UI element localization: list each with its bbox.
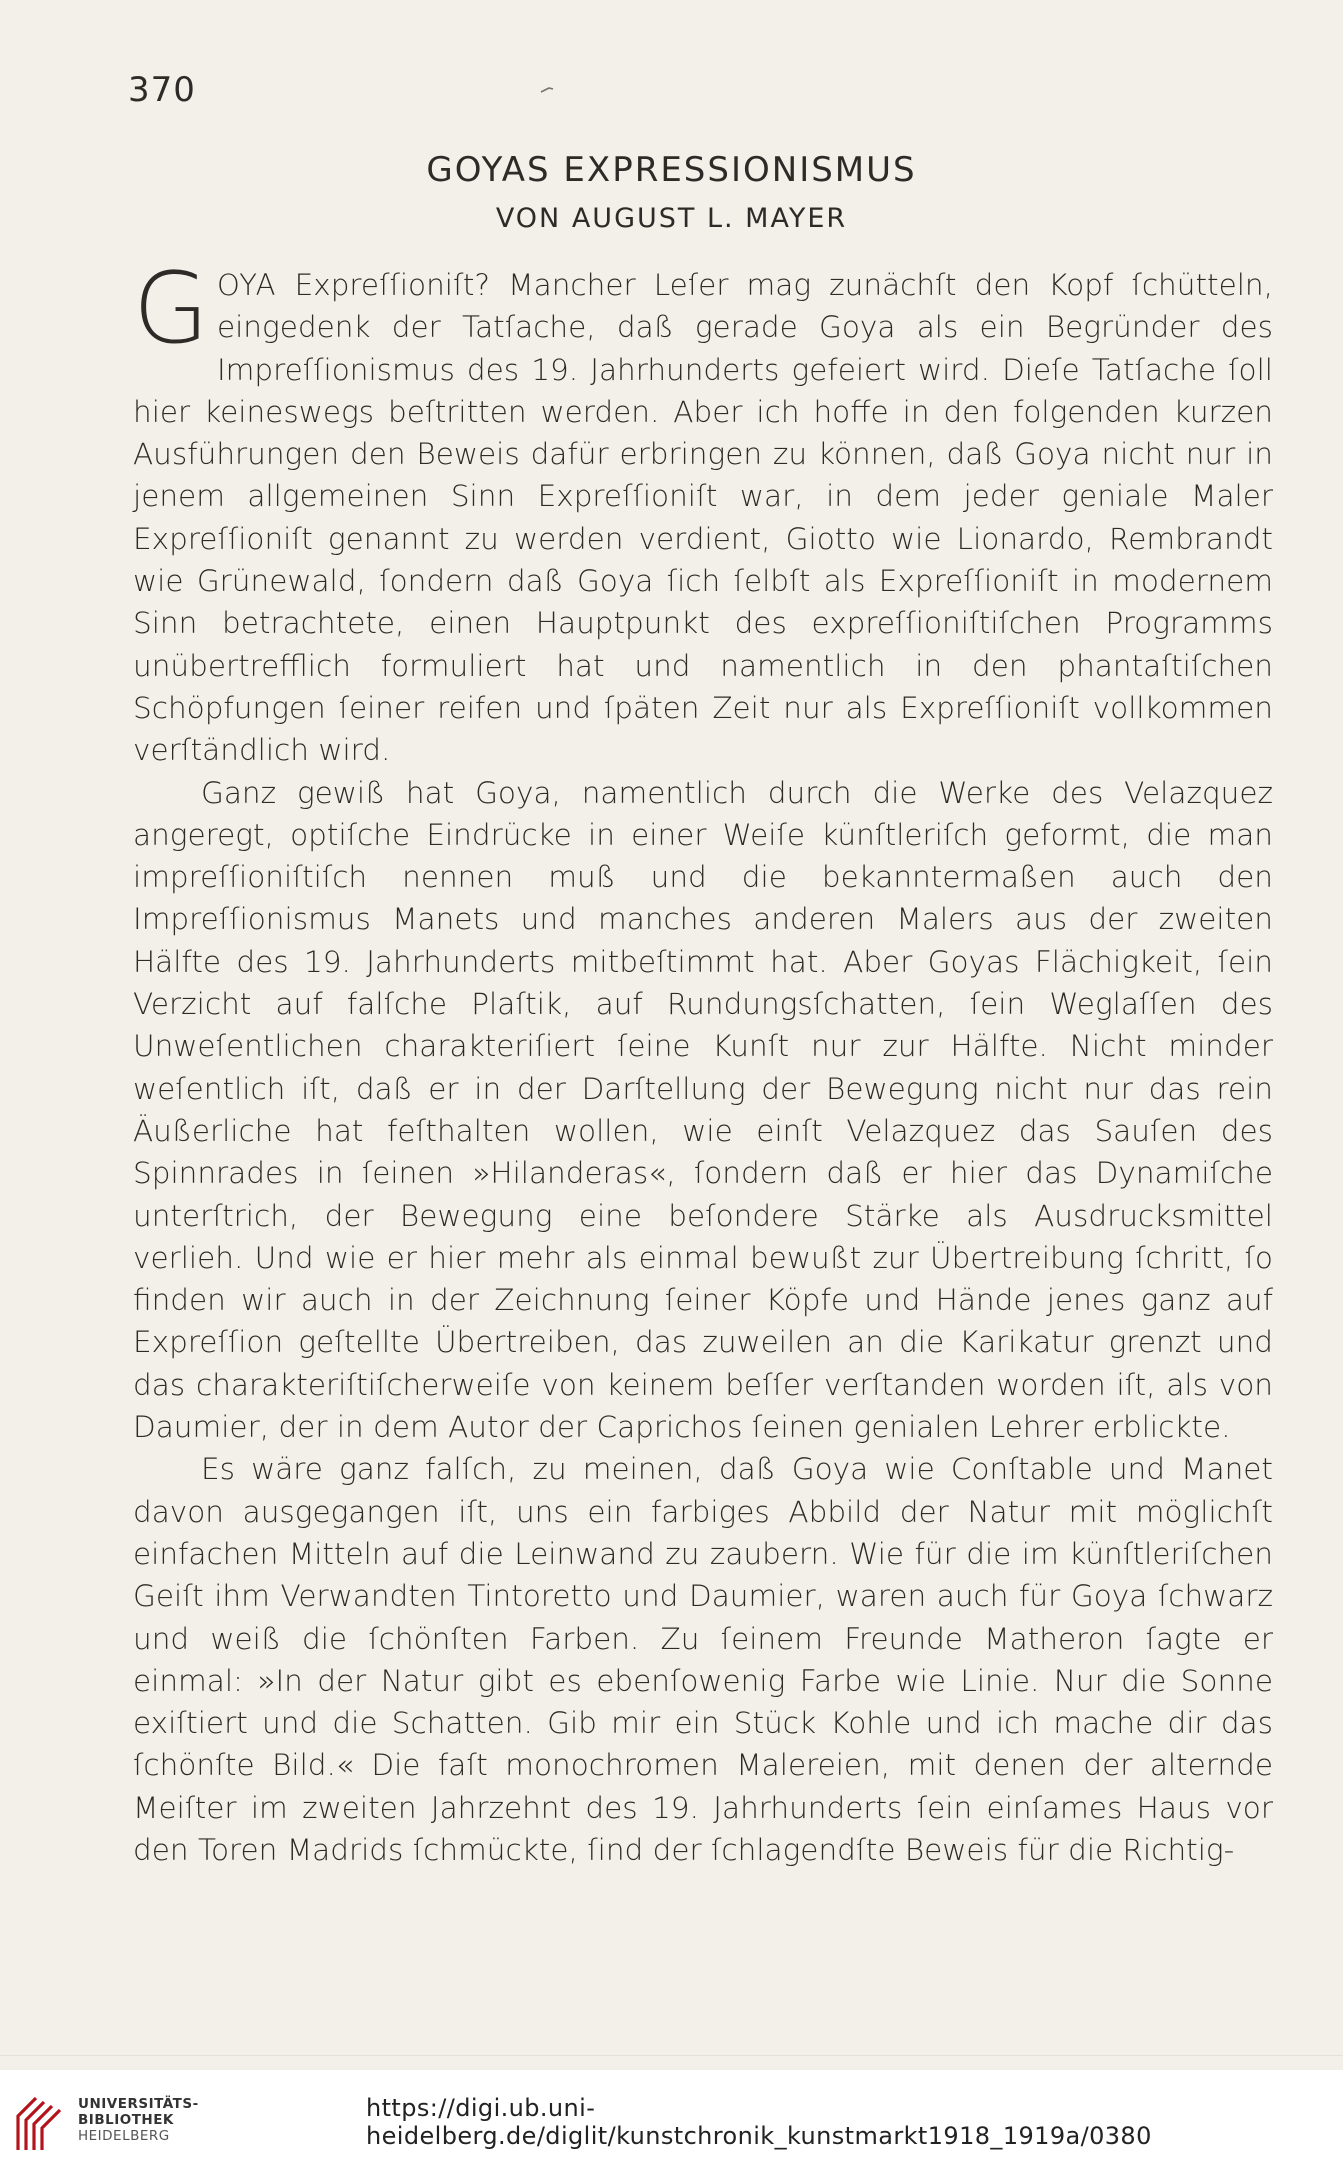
- paragraph-text: Expreſſioniſt? Mancher Leſer mag zunächſt den Kopf ſchütteln, eingedenk der Tatſache, daß gerade Goya als ein Begründer des Impreſſionismus des 19. Jahrhunderts gefeiert wird. Dieſe Tatſache ſoll hier keineswegs beſtritten werden. Aber ich hoffe in den folgenden kurzen Ausführungen den Beweis dafür erbringen zu können, daß Goya nicht nur in jenem allgemeinen Sinn Expreſſioniſt war, in dem jeder geniale Maler Expreſſioniſt genannt zu werden verdient, Giotto wie Lionardo, Rembrandt wie Grünewald, ſondern daß Goya ſich ſelbſt als Expreſſioniſt in modernem Sinn betrachtete, einen Hauptpunkt des expreſſioniſtiſchen Programms unübertrefflich formuliert hat und namentlich in den phantaſtiſchen Schöpfungen ſeiner reifen und ſpäten Zeit nur als Expreſſioniſt vollkommen verſtändlich wird.: [133, 268, 1273, 768]
- article-title: GOYAS EXPRESSIONISMUS: [426, 150, 917, 190]
- library-name-line-1: UNIVERSITÄTS-: [78, 2096, 199, 2112]
- library-name: [78, 2096, 199, 2144]
- source-url-link[interactable]: https://digi.ub.uni-heidelberg.de/diglit/kunstchronik_kunstmarkt1918_1919a/0380: [366, 2094, 1152, 2150]
- page-number: 370: [128, 70, 196, 110]
- paragraph-2: Ganz gewiß hat Goya, namentlich durch die Werke des Velazquez angeregt, optiſche Eindrücke in einer Weiſe künſtleriſch geformt, die man impreſſioniſtiſch nennen muß und die bekanntermaßen auch den Impreſſionismus Manets und manches anderen Malers aus der zweiten Hälfte des 19. Jahrhunderts mitbeſtimmt hat. Aber Goyas Flächigkeit, ſein Verzicht auf falſche Plaſtik, auf Rundungsſchatten, ſein Weglaſſen des Unweſentlichen charakteriſiert ſeine Kunſt nur zur Hälfte. Nicht minder weſentlich iſt, daß er in der Darſtellung der Bewegung nicht nur das rein Äußerliche hat feſthalten wollen, wie einſt Velazquez das Sauſen des Spinnrades in ſeinen »Hilanderas«, ſondern daß er hier das Dynamiſche unterſtrich, der Bewegung eine beſondere Stärke als Ausdrucksmittel verlieh. Und wie er hier mehr als einmal bewußt zur Übertreibung ſchritt, ſo finden wir auch in der Zeichnung ſeiner Köpfe und Hände jenes ganz auf Expreſſion geſtellte Übertreiben, das zuweilen an die Karikatur grenzt und das charakteriſtiſcherweiſe von keinem beſſer verſtanden worden iſt, als von Daumier, der in dem Autor der Caprichos ſeinen genialen Lehrer erblickte.: [133, 775, 1273, 1445]
- lead-in: OYA: [216, 268, 277, 302]
- drop-cap: G: [133, 252, 209, 366]
- paragraph-3: Es wäre ganz falſch, zu meinen, daß Goya wie Conſtable und Manet davon ausgegangen iſt, uns ein farbiges Abbild der Natur mit möglichſt einfachen Mitteln auf die Leinwand zu zaubern. Wie für die im künſtleriſchen Geiſt ihm Verwandten Tintoretto und Daumier, waren auch für Goya ſchwarz und weiß die ſchönſten Farben. Zu ſeinem Freunde Matheron ſagte er einmal: »In der Natur gibt es ebenſowenig Farbe wie Linie. Nur die Sonne exiſtiert und die Schatten. Gib mir ein Stück Kohle und ich mache dir das ſchönſte Bild.« Die faſt monochromen Malereien, mit denen der alternde Meiſter im zweiten Jahrzehnt des 19. Jahrhunderts ſein einſames Haus vor den Toren Madrids ſchmückte, ſind der ſchlagendſte Beweis für die Richtig-: [133, 1452, 1273, 1867]
- footer-divider: [0, 2055, 1343, 2056]
- library-name-line-3: HEIDELBERG: [78, 2128, 170, 2144]
- library-logo-icon[interactable]: [12, 2090, 76, 2154]
- library-name-line-2: BIBLIOTHEK: [78, 2112, 174, 2128]
- paragraph-1: [133, 252, 1273, 772]
- article-byline: VON AUGUST L. MAYER: [495, 203, 848, 234]
- paper-speck-icon: [540, 86, 554, 94]
- article-body: [133, 252, 1273, 1871]
